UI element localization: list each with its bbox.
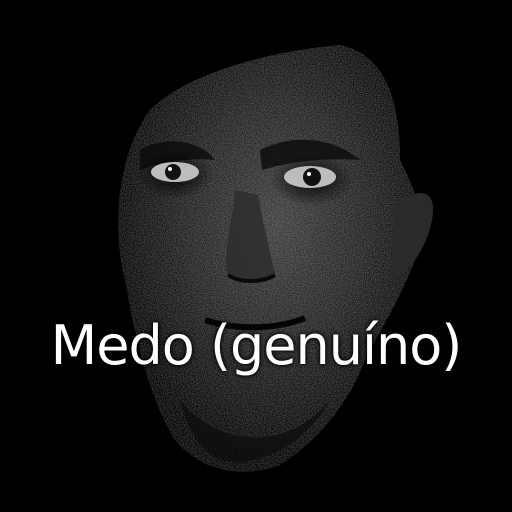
right-eye: [284, 166, 336, 188]
meme-caption: Medo (genuíno): [50, 314, 462, 377]
left-eye: [151, 162, 199, 182]
